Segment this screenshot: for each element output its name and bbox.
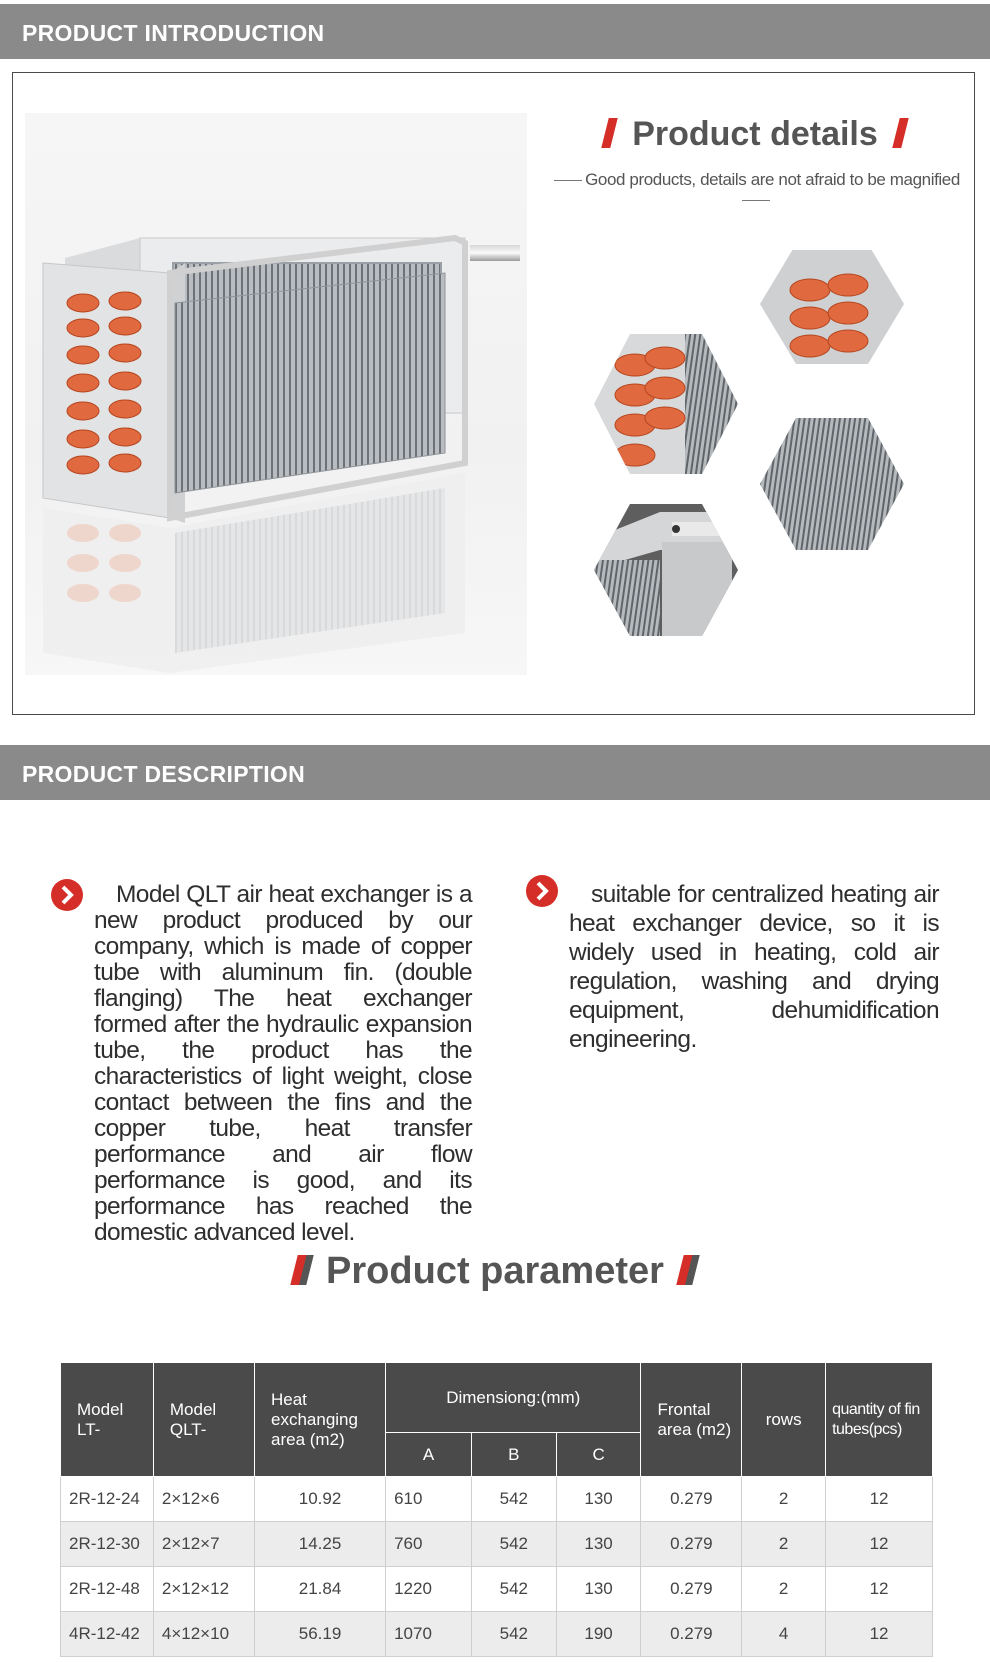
header-dimension: Dimensiong:(mm) [386,1363,641,1433]
description-left-paragraph: Model QLT air heat exchanger is a new product produced by our company, which is made of copper tube with aluminum fin. (double flanging) The heat exchanger formed after the hydraulic expansion tube, the product has the characteristics of light weight, close contact between the fins and the copper tube, heat transfer performance and air flow performance is good, and its performance has reached the domestic advanced level. [94,881,472,1246]
heat-exchanger-illustration [25,113,527,675]
cell-dim-c: 130 [556,1567,641,1612]
cell-model-lt: 2R-12-48 [61,1567,154,1612]
cell-model-qlt: 4×12×10 [153,1612,254,1657]
product-details-subtitle: Good products, details are not afraid to be magnified [585,170,960,189]
accent-slash-icon [676,1255,699,1285]
product-details-heading [540,115,970,154]
cell-dim-b: 542 [471,1612,556,1657]
cell-dim-a: 1220 [386,1567,472,1612]
cell-frontal-area: 0.279 [641,1477,742,1522]
product-parameter-table [60,1362,933,1657]
table-row [61,1522,933,1567]
cell-dim-c: 130 [556,1477,641,1522]
table-row [61,1567,933,1612]
cell-dim-a: 1070 [386,1612,472,1657]
cell-model-lt: 4R-12-42 [61,1612,154,1657]
cell-model-qlt: 2×12×12 [153,1567,254,1612]
table-row [61,1612,933,1657]
aluminum-fins-detail-image [755,410,905,560]
frame-pipe-detail-image [590,500,740,640]
cell-dim-c: 130 [556,1522,641,1567]
cell-fin-tubes: 12 [826,1612,933,1657]
cell-dim-a: 610 [386,1477,472,1522]
cell-dim-b: 542 [471,1522,556,1567]
copper-bends-detail-image [590,330,740,480]
accent-slash-icon [892,118,908,148]
cell-frontal-area: 0.279 [641,1612,742,1657]
section-banner-introduction [0,4,990,59]
cell-dim-b: 542 [471,1477,556,1522]
product-parameter-title: Product parameter [326,1250,664,1292]
header-frontal-area: Frontal area (m2) [641,1363,742,1477]
cell-fin-tubes: 12 [826,1477,933,1522]
header-model-qlt: Model QLT- [153,1363,254,1477]
accent-slash-icon [601,118,617,148]
cell-rows: 2 [742,1522,826,1567]
cell-dim-a: 760 [386,1522,472,1567]
cell-model-qlt: 2×12×7 [153,1522,254,1567]
banner-title: PRODUCT DESCRIPTION [22,761,305,787]
cell-fin-tubes: 12 [826,1567,933,1612]
header-dim-c: C [556,1433,641,1477]
cell-heat-area: 21.84 [255,1567,386,1612]
product-details-subtitle-row [538,170,973,210]
banner-title: PRODUCT INTRODUCTION [22,20,325,46]
tube-ends-detail-image [755,250,905,370]
cell-dim-b: 542 [471,1567,556,1612]
header-fin-tubes: quantity of fin tubes(pcs) [826,1363,933,1477]
cell-frontal-area: 0.279 [641,1567,742,1612]
header-heat-area: Heat exchanging area (m2) [255,1363,386,1477]
product-parameter-heading [0,1250,990,1293]
section-banner-description [0,745,990,800]
header-rows: rows [742,1363,826,1477]
cell-heat-area: 10.92 [255,1477,386,1522]
description-right-paragraph: suitable for centralized heating air heat exchanger device, so it is widely used in heating, cold air regulation, washing and drying equipment, dehumidification engineering. [569,881,939,1053]
accent-slash-icon [290,1255,313,1285]
cell-frontal-area: 0.279 [641,1522,742,1567]
cell-rows: 2 [742,1567,826,1612]
header-dim-a: A [386,1433,472,1477]
cell-fin-tubes: 12 [826,1522,933,1567]
product-details-title: Product details [632,115,878,153]
cell-model-lt: 2R-12-24 [61,1477,154,1522]
divider [742,200,770,201]
header-dim-b: B [471,1433,556,1477]
cell-rows: 4 [742,1612,826,1657]
product-photo [25,113,527,675]
cell-rows: 2 [742,1477,826,1522]
detail-hexagon-gallery [590,250,920,650]
cell-heat-area: 56.19 [255,1612,386,1657]
cell-model-qlt: 2×12×6 [153,1477,254,1522]
cell-heat-area: 14.25 [255,1522,386,1567]
chevron-right-circle-icon [50,878,84,912]
divider [554,180,582,181]
header-model-lt: Model LT- [61,1363,154,1477]
chevron-right-circle-icon [525,874,559,908]
cell-dim-c: 190 [556,1612,641,1657]
cell-model-lt: 2R-12-30 [61,1522,154,1567]
table-row [61,1477,933,1522]
